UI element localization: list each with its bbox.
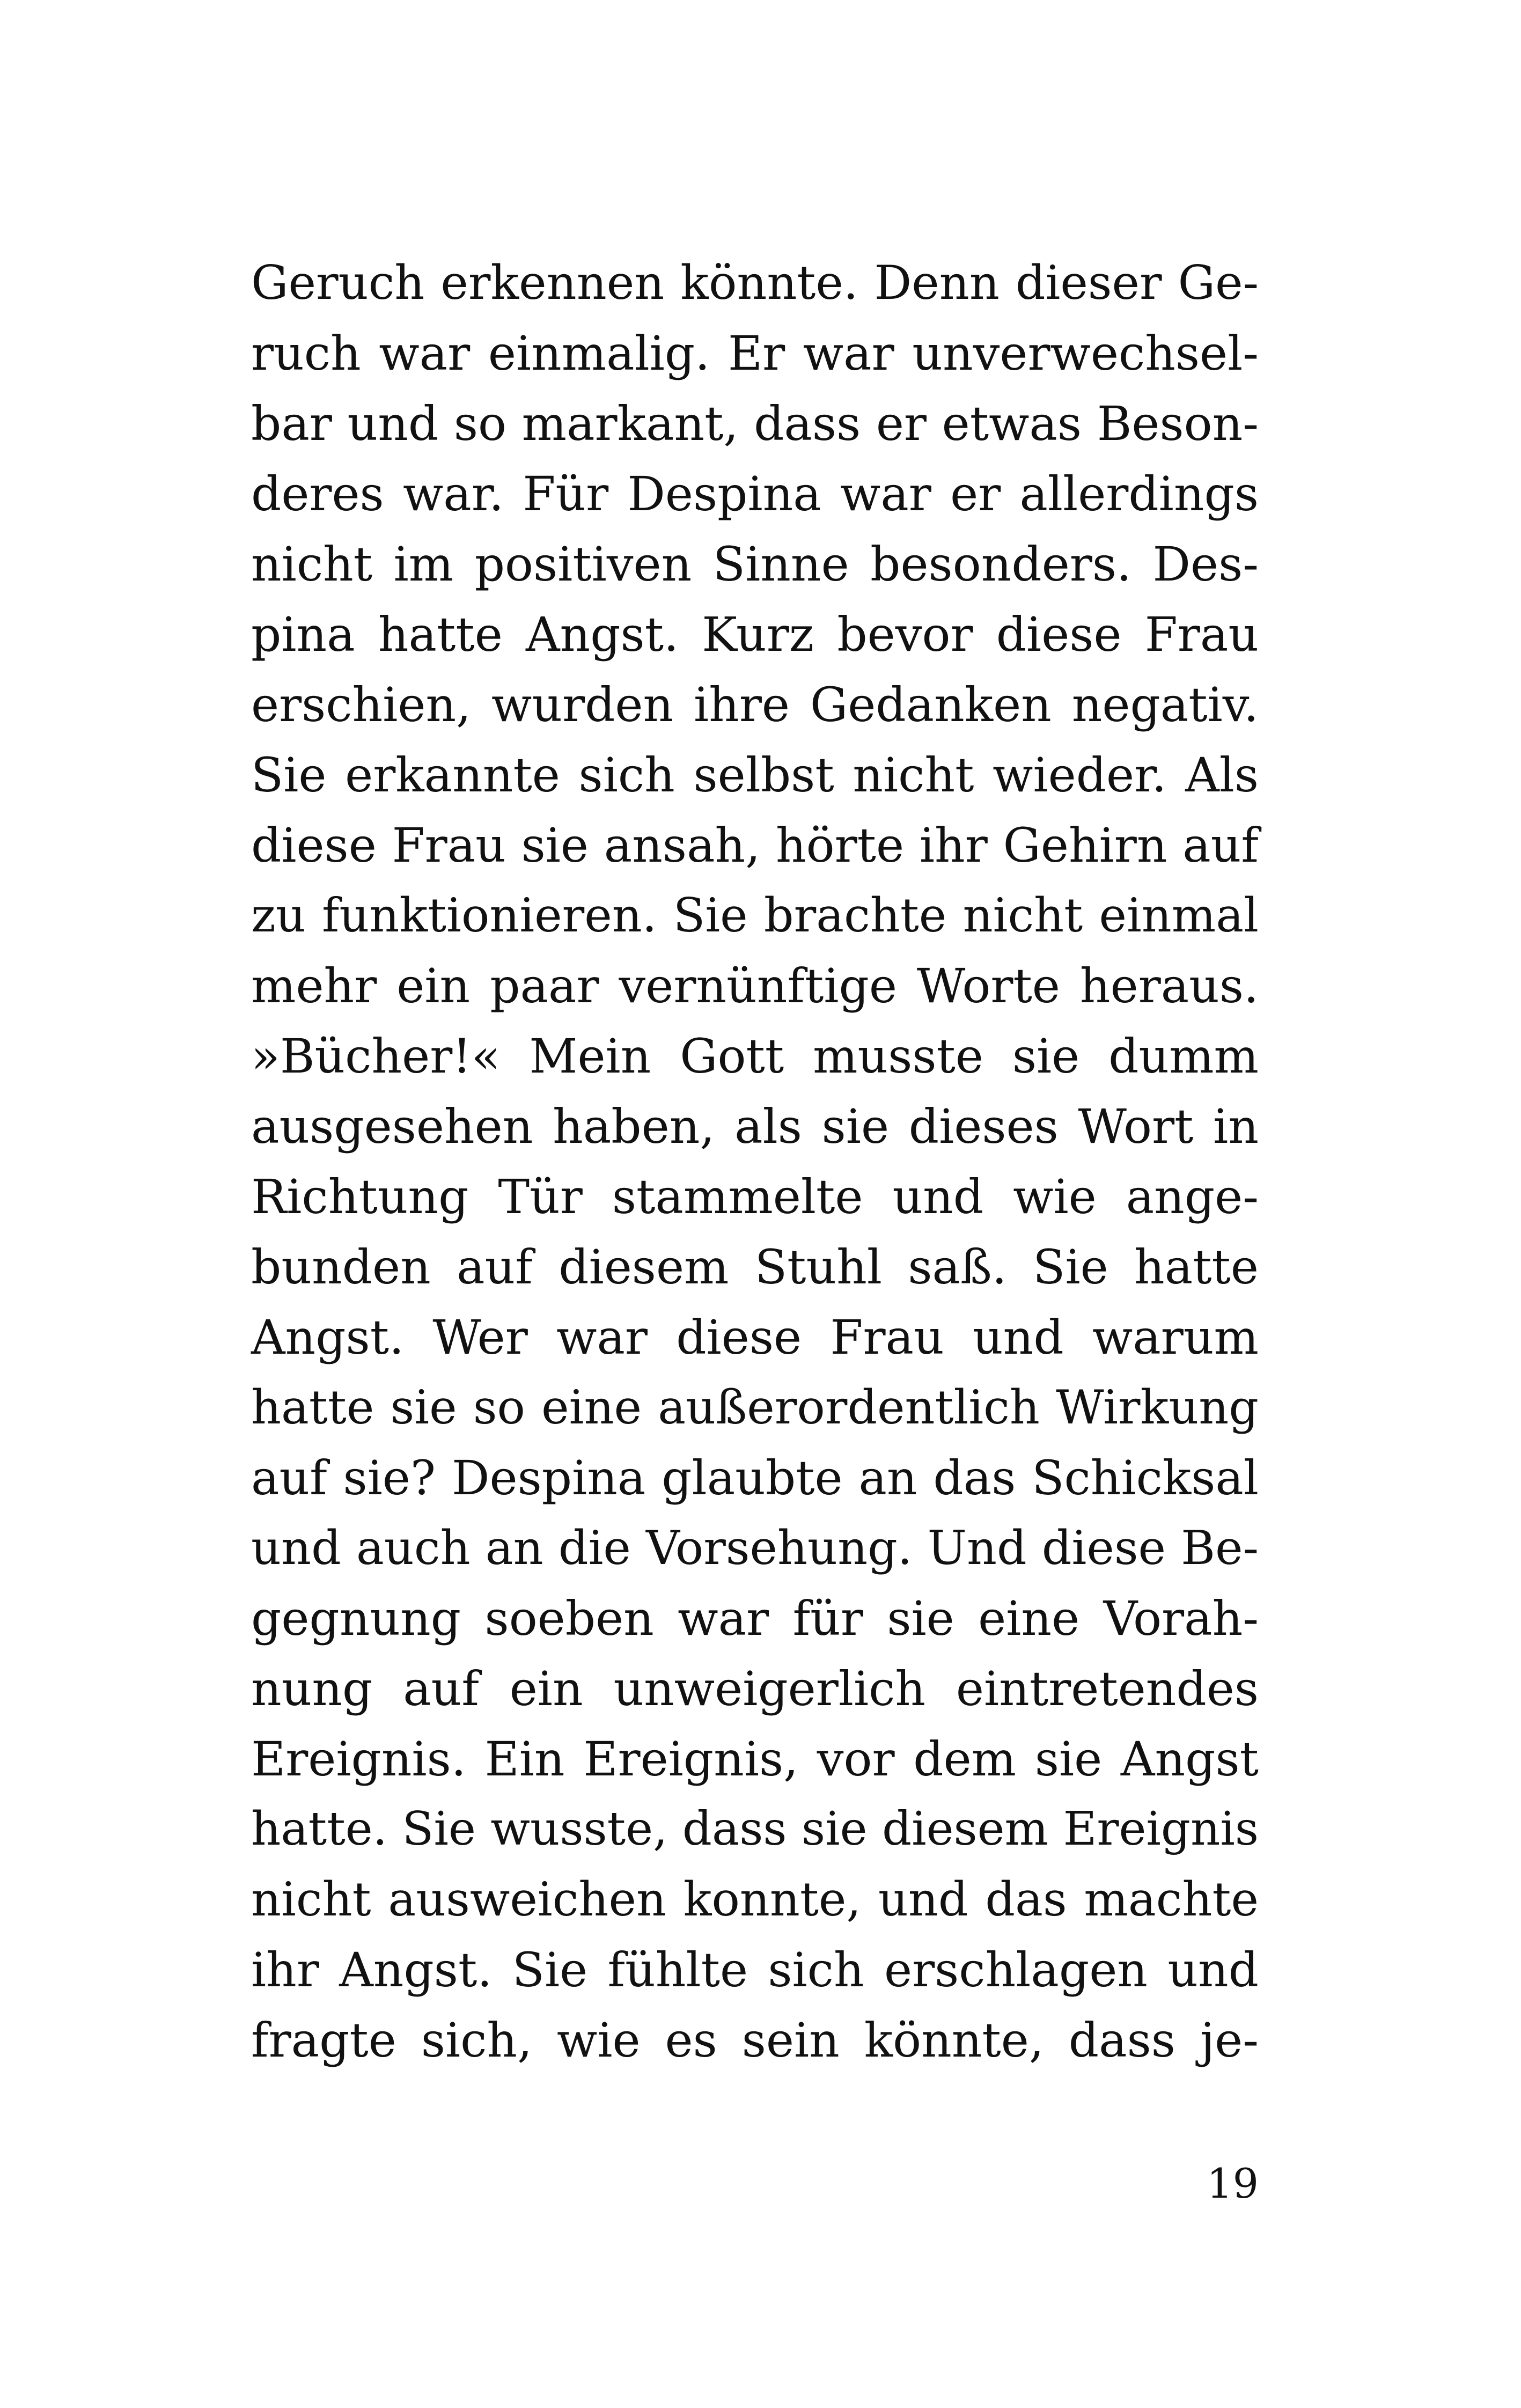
- text-line: nicht ausweichen konnte, und das machte: [251, 1872, 1259, 1927]
- text-line: Ereignis. Ein Ereignis, vor dem sie Angst: [251, 1731, 1259, 1787]
- text-line: deres war. Für Despina war er allerdings: [251, 466, 1259, 522]
- text-line: Geruch erkennen könnte. Denn dieser Ge-: [251, 255, 1259, 310]
- text-line: ruch war einmalig. Er war unverwechsel-: [251, 326, 1259, 381]
- text-line: mehr ein paar vernünftige Worte heraus.: [251, 958, 1259, 1014]
- text-line: ihr Angst. Sie fühlte sich erschlagen und: [251, 1942, 1259, 1998]
- body-text: [251, 248, 1259, 2075]
- page-number: 19: [1207, 2160, 1259, 2207]
- text-line: pina hatte Angst. Kurz bevor diese Frau: [251, 607, 1259, 662]
- text-line: Richtung Tür stammelte und wie ange-: [251, 1169, 1259, 1224]
- text-line: und auch an die Vorsehung. Und diese Be-: [251, 1521, 1259, 1575]
- text-line: zu funktionieren. Sie brachte nicht einmal: [251, 888, 1259, 943]
- text-line: hatte sie so eine außerordentlich Wirkung: [251, 1380, 1259, 1435]
- text-line: diese Frau sie ansah, hörte ihr Gehirn auf: [251, 818, 1259, 873]
- text-line: ausgesehen haben, als sie dieses Wort in: [251, 1099, 1259, 1154]
- text-line: bunden auf diesem Stuhl saß. Sie hatte: [251, 1239, 1259, 1295]
- text-line: hatte. Sie wusste, dass sie diesem Ereignis: [251, 1802, 1259, 1856]
- text-line: erschien, wurden ihre Gedanken negativ.: [251, 677, 1259, 732]
- text-line: fragte sich, wie es sein könnte, dass je-: [251, 2013, 1259, 2068]
- text-line: Angst. Wer war diese Frau und warum: [251, 1310, 1259, 1365]
- text-line: auf sie? Despina glaubte an das Schicksal: [251, 1450, 1259, 1506]
- text-line: gegnung soeben war für sie eine Vorah-: [251, 1591, 1259, 1646]
- text-line: bar und so markant, dass er etwas Beson-: [251, 396, 1259, 451]
- text-line: nung auf ein unweigerlich eintretendes: [251, 1661, 1259, 1716]
- text-line: »Bücher!« Mein Gott musste sie dumm: [251, 1029, 1259, 1084]
- text-line: nicht im positiven Sinne besonders. Des-: [251, 537, 1259, 592]
- text-line: Sie erkannte sich selbst nicht wieder. Als: [251, 747, 1259, 803]
